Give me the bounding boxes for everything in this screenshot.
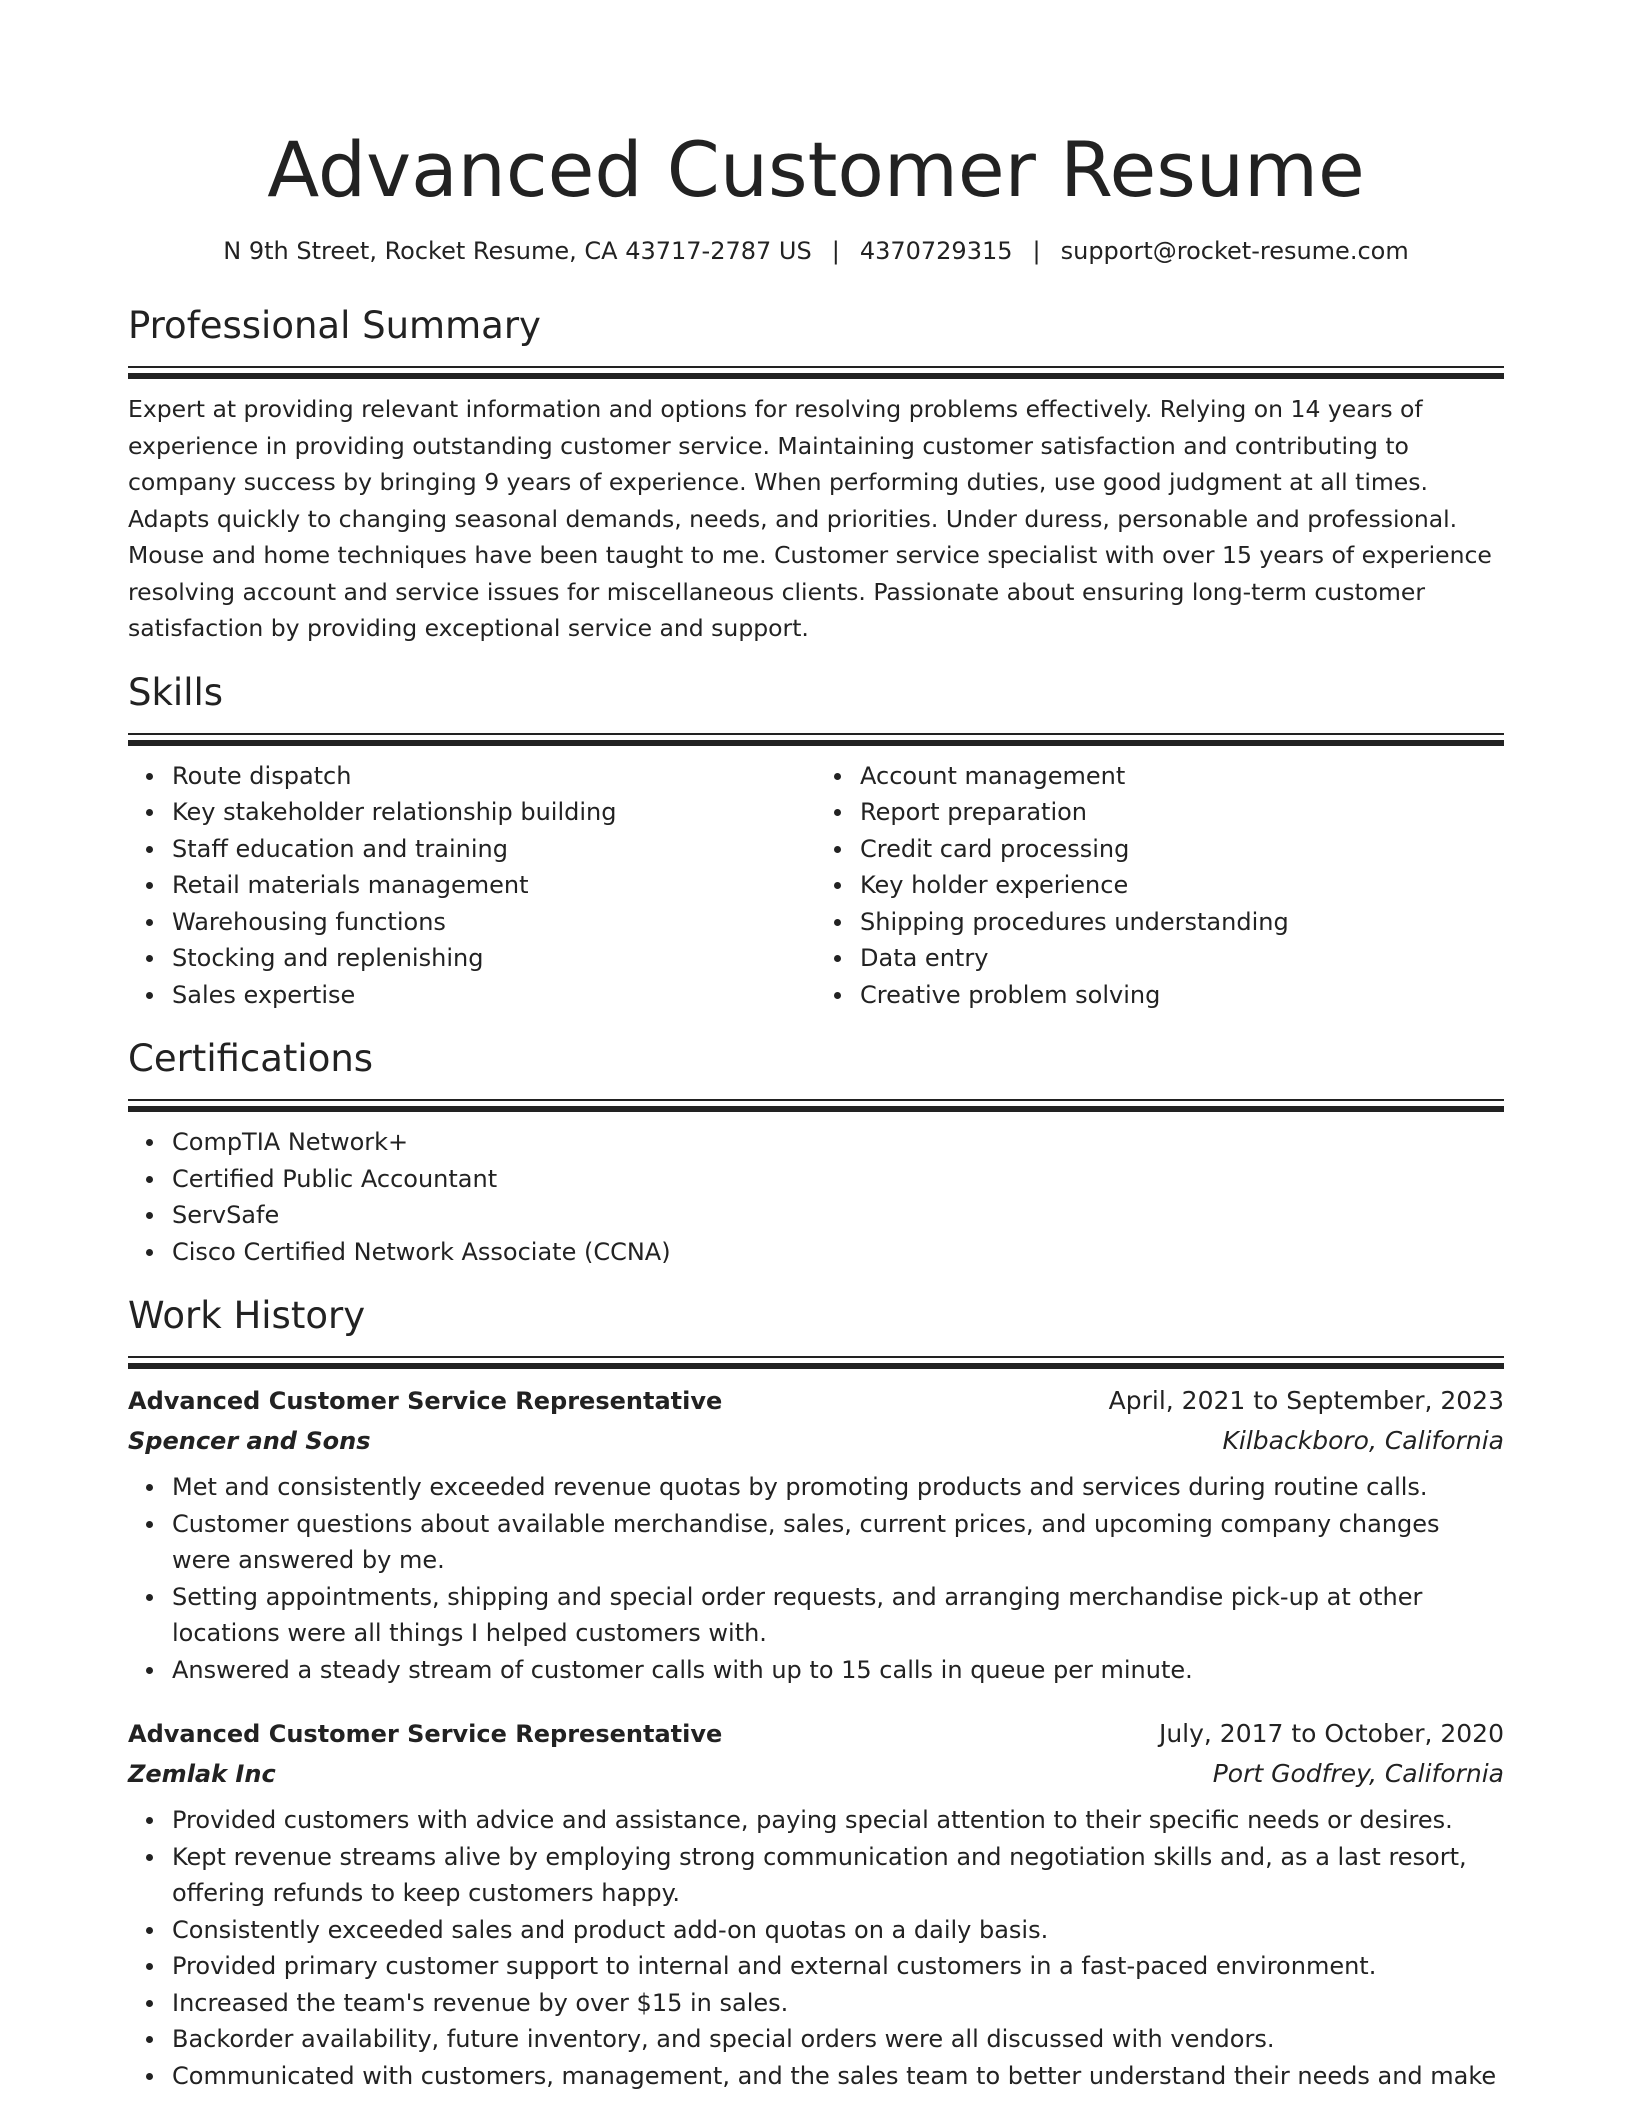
- job-bullet: Kept revenue streams alive by employing strong communication and negotiation skills and, as a last resort, offering refunds to keep customers happy.: [172, 1839, 1504, 1912]
- job-location: Port Godfrey, California: [1212, 1759, 1504, 1788]
- job-location: Kilbackboro, California: [1222, 1426, 1504, 1455]
- certification-item: Cisco Certified Network Associate (CCNA): [172, 1234, 1504, 1271]
- skill-item: Route dispatch: [172, 758, 816, 795]
- job-bullet: Met and consistently exceeded revenue quotas by promoting products and services during routine calls.: [172, 1469, 1504, 1506]
- work-section: [128, 1292, 1504, 2094]
- job-entry: [128, 1714, 1504, 2094]
- contact-separator: |: [831, 237, 840, 265]
- certifications-list: [128, 1124, 1504, 1270]
- section-rule-thick: [128, 1363, 1504, 1369]
- job-title: Advanced Customer Service Representative: [128, 1387, 723, 1415]
- summary-text: Expert at providing relevant information and options for resolving problems effectively. Relying on 14 years of experience in providing outstanding customer service. Maintaining customer satisfaction and contributing to company success by bringing 9 years of experience. When performing duties, use good judgment at all times. Adapts quickly to changing seasonal demands, needs, and priorities. Under duress, personable and professional. Mouse and home techniques have been taught to me. Customer service specialist with over 15 years of experience resolving account and service issues for miscellaneous clients. Passionate about ensuring long-term customer satisfaction by providing exceptional service and support.: [128, 395, 1492, 642]
- job-dates: April, 2021 to September, 2023: [1108, 1386, 1504, 1415]
- skill-item: Account management: [860, 758, 1504, 795]
- certification-item: Certified Public Accountant: [172, 1161, 1504, 1198]
- job-bullet: Communicated with customers, management, and the sales team to better understand their needs and make: [172, 2058, 1504, 2095]
- job-company: Zemlak Inc: [128, 1760, 276, 1788]
- skills-columns: [128, 758, 1504, 1014]
- skill-item: Shipping procedures understanding: [860, 904, 1504, 941]
- job-subheader: [128, 1754, 1504, 1794]
- section-rule-thick: [128, 1106, 1504, 1112]
- job-entry: [128, 1381, 1504, 1688]
- work-title: Work History: [128, 1294, 366, 1337]
- skill-item: Sales expertise: [172, 977, 816, 1014]
- resume-name: Advanced Customer Resume: [267, 125, 1365, 214]
- contact-phone: 4370729315: [859, 237, 1013, 265]
- certification-item: CompTIA Network+: [172, 1124, 1504, 1161]
- skills-section: [128, 669, 1504, 1014]
- skill-item: Stocking and replenishing: [172, 940, 816, 977]
- skill-item: Staff education and training: [172, 831, 816, 868]
- skill-item: Data entry: [860, 940, 1504, 977]
- certification-item: ServSafe: [172, 1197, 1504, 1234]
- skill-item: Retail materials management: [172, 867, 816, 904]
- section-rule: [128, 733, 1504, 735]
- job-dates: July, 2017 to October, 2020: [1158, 1719, 1504, 1748]
- skill-item: Warehousing functions: [172, 904, 816, 941]
- skill-item: Key stakeholder relationship building: [172, 794, 816, 831]
- contact-email: support@rocket-resume.com: [1060, 237, 1409, 265]
- resume-page: [128, 0, 1504, 2094]
- job-header: [128, 1714, 1504, 1754]
- skill-item: Creative problem solving: [860, 977, 1504, 1014]
- section-rule: [128, 1356, 1504, 1358]
- job-bullet: Backorder availability, future inventory, and special orders were all discussed with vendors.: [172, 2021, 1504, 2058]
- certifications-title: Certifications: [128, 1037, 374, 1080]
- section-rule: [128, 366, 1504, 368]
- job-bullet: Setting appointments, shipping and special order requests, and arranging merchandise pick-up at other locations were all things I helped customers with.: [172, 1579, 1504, 1652]
- job-company: Spencer and Sons: [128, 1427, 371, 1455]
- job-bullet: Customer questions about available merchandise, sales, current prices, and upcoming company changes were answered by me.: [172, 1506, 1504, 1579]
- job-header: [128, 1381, 1504, 1421]
- job-bullets: [128, 1802, 1504, 2094]
- section-rule: [128, 1099, 1504, 1101]
- contact-line: [128, 234, 1504, 268]
- job-bullet: Consistently exceeded sales and product add-on quotas on a daily basis.: [172, 1912, 1504, 1949]
- skill-item: Key holder experience: [860, 867, 1504, 904]
- summary-title: Professional Summary: [128, 304, 541, 347]
- skill-item: Credit card processing: [860, 831, 1504, 868]
- job-bullet: Answered a steady stream of customer calls with up to 15 calls in queue per minute.: [172, 1652, 1504, 1689]
- certifications-section: [128, 1035, 1504, 1270]
- summary-section: [128, 302, 1504, 647]
- job-bullets: [128, 1469, 1504, 1688]
- skill-item: Report preparation: [860, 794, 1504, 831]
- job-bullet: Increased the team's revenue by over $15 in sales.: [172, 1985, 1504, 2022]
- section-rule-thick: [128, 373, 1504, 379]
- job-title: Advanced Customer Service Representative: [128, 1720, 723, 1748]
- section-rule-thick: [128, 740, 1504, 746]
- job-bullet: Provided customers with advice and assistance, paying special attention to their specific needs or desires.: [172, 1802, 1504, 1839]
- contact-separator: |: [1032, 237, 1041, 265]
- job-bullet: Provided primary customer support to internal and external customers in a fast-paced environment.: [172, 1948, 1504, 1985]
- skills-title: Skills: [128, 670, 224, 714]
- job-subheader: [128, 1421, 1504, 1461]
- skills-list-left: [128, 758, 816, 1014]
- contact-address: N 9th Street, Rocket Resume, CA 43717-2787 US: [223, 237, 812, 265]
- skills-list-right: [816, 758, 1504, 1014]
